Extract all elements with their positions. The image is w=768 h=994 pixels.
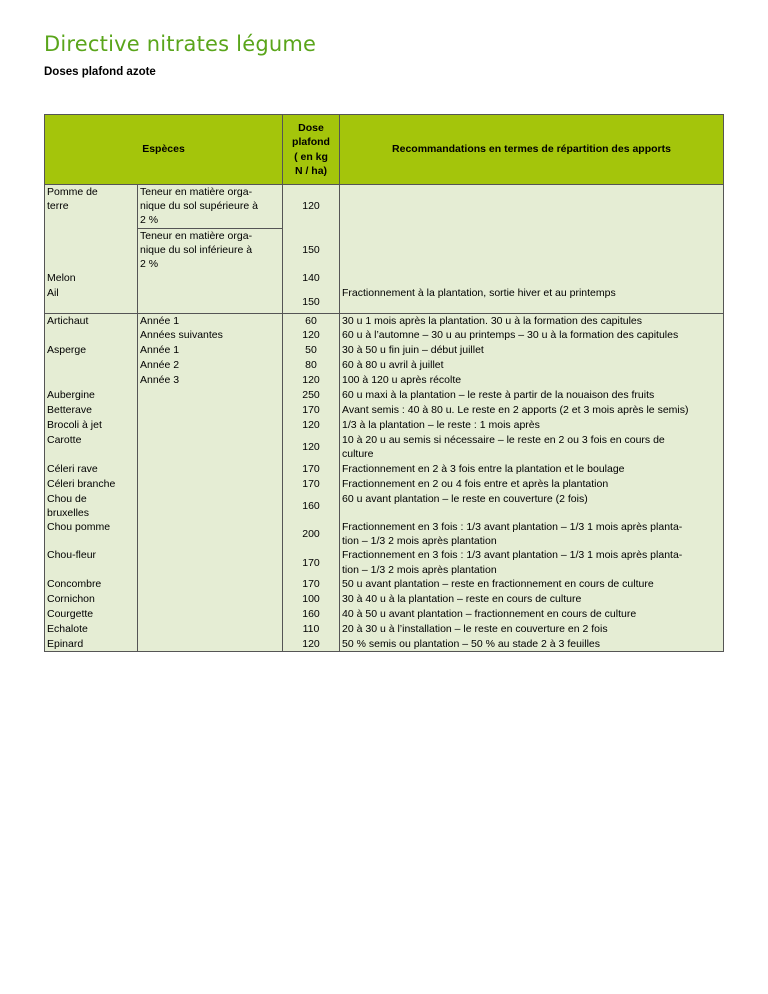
- table-row: [45, 492, 724, 520]
- species-cell: Courgette: [45, 607, 138, 622]
- species-cell: Aubergine: [45, 388, 138, 403]
- dose-cell: 170: [283, 548, 340, 576]
- dose-cell: 120: [283, 328, 340, 343]
- dose-cell: 120: [283, 418, 340, 433]
- species-cell: [45, 185, 138, 272]
- reco-cell: [340, 185, 724, 229]
- reco-cell: [340, 228, 724, 271]
- dose-cell: 110: [283, 622, 340, 637]
- header-dose-line: ( en kg: [294, 150, 328, 163]
- reco-line: 10 à 20 u au semis si nécessaire – le reste en 2 ou 3 fois en cours de: [342, 434, 665, 447]
- page-subtitle: Doses plafond azote: [44, 66, 156, 78]
- reco-cell: [340, 548, 724, 576]
- subcategory-cell: [138, 477, 283, 492]
- species-line: bruxelles: [47, 506, 90, 519]
- table-row: [45, 388, 724, 403]
- subcategory-cell: [138, 185, 283, 229]
- reco-cell: Fractionnement en 2 ou 4 fois entre et après la plantation: [340, 477, 724, 492]
- reco-cell: Fractionnement à la plantation, sortie hiver et au printemps: [340, 286, 724, 313]
- subcategory-cell: [138, 622, 283, 637]
- table-row: [45, 607, 724, 622]
- subcategory-line: Teneur en matière orga-: [140, 229, 253, 242]
- species-cell: Concombre: [45, 577, 138, 592]
- reco-cell: 60 u à l’automne – 30 u au printemps – 30 u à la formation des capitules: [340, 328, 724, 343]
- species-cell: Chou-fleur: [45, 548, 138, 576]
- table-row: [45, 373, 724, 388]
- reco-cell: 40 à 50 u avant plantation – fractionnement en cours de culture: [340, 607, 724, 622]
- subcategory-cell: [138, 286, 283, 313]
- dose-cell: 170: [283, 462, 340, 477]
- subcategory-cell: [138, 388, 283, 403]
- reco-line: tion – 1/3 2 mois après plantation: [342, 535, 497, 548]
- species-cell: Chou pomme: [45, 520, 138, 548]
- dose-cell: 120: [283, 185, 340, 229]
- reco-cell: 50 u avant plantation – reste en fractionnement en cours de culture: [340, 577, 724, 592]
- header-dose-line: plafond: [292, 136, 330, 149]
- header-especes: Espèces: [45, 115, 283, 185]
- dose-cell: 150: [283, 286, 340, 313]
- subcategory-cell: [138, 592, 283, 607]
- table-row: [45, 520, 724, 548]
- dose-cell: 120: [283, 637, 340, 652]
- table-row: [45, 637, 724, 652]
- species-cell: Céleri branche: [45, 477, 138, 492]
- subcategory-cell: [138, 637, 283, 652]
- subcategory-line: Teneur en matière orga-: [140, 186, 253, 198]
- reco-cell: [340, 520, 724, 548]
- species-cell: [45, 328, 138, 343]
- subcategory-cell: [138, 548, 283, 576]
- dose-cell: 170: [283, 403, 340, 418]
- species-cell: Céleri rave: [45, 462, 138, 477]
- table-row: [45, 577, 724, 592]
- reco-cell: 30 u 1 mois après la plantation. 30 u à la formation des capitules: [340, 313, 724, 328]
- species-cell: [45, 358, 138, 373]
- header-recommandations: Recommandations en termes de répartition des apports: [340, 115, 724, 185]
- reco-cell: 30 à 40 u à la plantation – reste en cours de culture: [340, 592, 724, 607]
- subcategory-cell: [138, 433, 283, 461]
- species-cell: Echalote: [45, 622, 138, 637]
- dose-cell: 100: [283, 592, 340, 607]
- table-row: [45, 228, 724, 271]
- subcategory-line: 2 %: [140, 258, 159, 271]
- species-cell: Carotte: [45, 433, 138, 461]
- species-cell: [45, 373, 138, 388]
- table-row: [45, 592, 724, 607]
- subcategory-cell: [138, 271, 283, 286]
- dose-cell: 170: [283, 577, 340, 592]
- subcategory-cell: [138, 520, 283, 548]
- species-cell: Cornichon: [45, 592, 138, 607]
- table-row: [45, 343, 724, 358]
- subcategory-line: 2 %: [140, 214, 159, 227]
- dose-cell: 140: [283, 271, 340, 286]
- reco-line: Fractionnement en 3 fois : 1/3 avant plantation – 1/3 1 mois après planta-: [342, 549, 683, 562]
- dose-cell: 200: [283, 520, 340, 548]
- subcategory-cell: [138, 418, 283, 433]
- species-cell: Artichaut: [45, 313, 138, 328]
- reco-line: culture: [342, 448, 374, 461]
- species-cell: Ail: [45, 286, 138, 313]
- subcategory-cell: Année 1: [138, 313, 283, 328]
- species-cell: [45, 492, 138, 520]
- dose-cell: 120: [283, 433, 340, 461]
- subcategory-cell: [138, 403, 283, 418]
- species-cell: Melon: [45, 271, 138, 286]
- reco-cell: 1/3 à la plantation – le reste : 1 mois après: [340, 418, 724, 433]
- table-row: [45, 418, 724, 433]
- species-line: terre: [47, 200, 69, 213]
- subcategory-line: nique du sol supérieure à: [140, 200, 258, 213]
- reco-cell: 30 à 50 u fin juin – début juillet: [340, 343, 724, 358]
- dose-cell: 150: [283, 228, 340, 271]
- dose-cell: 60: [283, 313, 340, 328]
- reco-cell: 50 % semis ou plantation – 50 % au stade 2 à 3 feuilles: [340, 637, 724, 652]
- table-row: [45, 548, 724, 576]
- reco-line: Fractionnement en 3 fois : 1/3 avant plantation – 1/3 1 mois après planta-: [342, 521, 683, 534]
- header-dose-line: Dose: [298, 122, 324, 135]
- page-title: Directive nitrates légume: [44, 32, 317, 56]
- table-row: [45, 403, 724, 418]
- species-line: Pomme de: [47, 186, 98, 198]
- subcategory-cell: [138, 492, 283, 520]
- table-row: [45, 313, 724, 328]
- dose-cell: 80: [283, 358, 340, 373]
- dose-cell: 160: [283, 607, 340, 622]
- subcategory-line: nique du sol inférieure à: [140, 243, 253, 256]
- nitrogen-dose-table: [44, 114, 724, 652]
- subcategory-cell: [138, 462, 283, 477]
- species-line: Chou de: [47, 492, 87, 505]
- table-row: [45, 358, 724, 373]
- dose-cell: 250: [283, 388, 340, 403]
- subcategory-cell: [138, 607, 283, 622]
- subcategory-cell: [138, 228, 283, 271]
- reco-cell: [340, 433, 724, 461]
- reco-cell: 20 à 30 u à l’installation – le reste en couverture en 2 fois: [340, 622, 724, 637]
- table-row: [45, 622, 724, 637]
- reco-cell: 60 u maxi à la plantation – le reste à partir de la nouaison des fruits: [340, 388, 724, 403]
- species-cell: Epinard: [45, 637, 138, 652]
- header-dose: [283, 115, 340, 185]
- subcategory-cell: Année 2: [138, 358, 283, 373]
- dose-cell: 170: [283, 477, 340, 492]
- subcategory-cell: [138, 577, 283, 592]
- dose-cell: 120: [283, 373, 340, 388]
- table-row: [45, 433, 724, 461]
- table-row: [45, 462, 724, 477]
- species-cell: Betterave: [45, 403, 138, 418]
- table-header-row: [45, 115, 724, 185]
- subcategory-cell: Année 1: [138, 343, 283, 358]
- reco-cell: [340, 271, 724, 286]
- dose-cell: 50: [283, 343, 340, 358]
- reco-line: tion – 1/3 2 mois après plantation: [342, 563, 497, 576]
- species-cell: Brocoli à jet: [45, 418, 138, 433]
- table-row: [45, 271, 724, 286]
- reco-cell: 60 u avant plantation – le reste en couverture (2 fois): [340, 492, 724, 520]
- subcategory-cell: Année 3: [138, 373, 283, 388]
- table-row: [45, 185, 724, 229]
- subcategory-cell: Années suivantes: [138, 328, 283, 343]
- header-dose-line: N / ha): [294, 164, 328, 177]
- table-row: [45, 477, 724, 492]
- reco-cell: 100 à 120 u après récolte: [340, 373, 724, 388]
- reco-cell: Fractionnement en 2 à 3 fois entre la plantation et le boulage: [340, 462, 724, 477]
- species-cell: Asperge: [45, 343, 138, 358]
- reco-cell: Avant semis : 40 à 80 u. Le reste en 2 apports (2 et 3 mois après le semis): [340, 403, 724, 418]
- dose-cell: 160: [283, 492, 340, 520]
- table-row: [45, 328, 724, 343]
- table-row: [45, 286, 724, 313]
- reco-cell: 60 à 80 u avril à juillet: [340, 358, 724, 373]
